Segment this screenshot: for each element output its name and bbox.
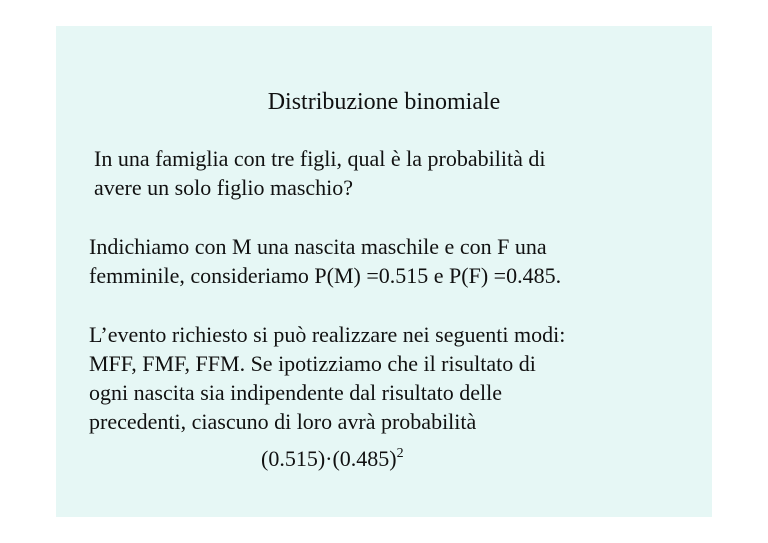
explanation-line: ogni nascita sia indipendente dal risultato delle	[89, 380, 502, 405]
definitions-paragraph	[89, 232, 561, 290]
question-line: In una famiglia con tre figli, qual è la probabilità di	[94, 146, 546, 171]
explanation-paragraph	[89, 320, 565, 436]
formula-base: (0.515)·(0.485)	[261, 446, 397, 471]
definitions-line: Indichiamo con M una nascita maschile e con F una	[89, 234, 547, 259]
probability-formula	[261, 444, 404, 473]
formula-exponent: 2	[396, 446, 404, 461]
explanation-line: L’evento richiesto si può realizzare nei seguenti modi:	[89, 322, 566, 347]
slide	[56, 26, 712, 517]
explanation-line: MFF, FMF, FFM. Se ipotizziamo che il risultato di	[89, 351, 536, 376]
question-paragraph	[94, 144, 545, 202]
question-line: avere un solo figlio maschio?	[94, 175, 354, 200]
slide-title: Distribuzione binomiale	[267, 89, 501, 115]
definitions-line: femminile, consideriamo P(M) =0.515 e P(F) =0.485.	[89, 263, 562, 288]
explanation-line: precedenti, ciascuno di loro avrà probabilità	[89, 409, 477, 434]
